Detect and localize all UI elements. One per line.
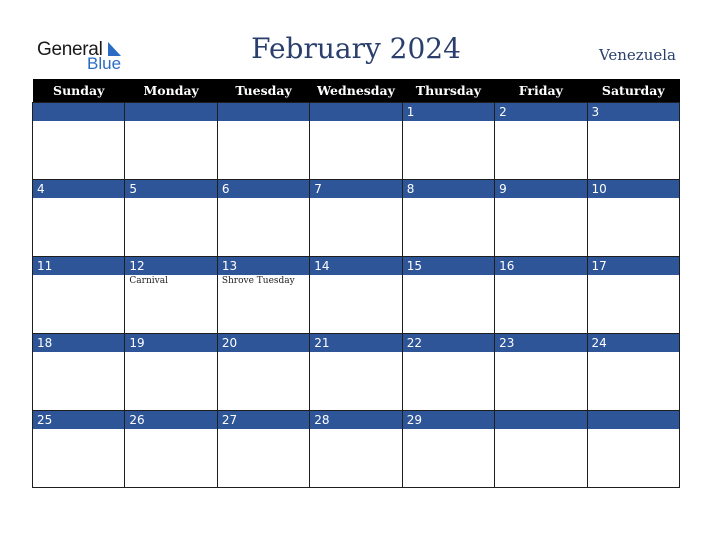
day-number: 1: [403, 103, 494, 121]
day-cell[interactable]: [495, 180, 587, 257]
day-number: 27: [218, 411, 309, 429]
day-number: 9: [495, 180, 586, 198]
day-number: 26: [125, 411, 216, 429]
day-number: 6: [218, 180, 309, 198]
day-cell[interactable]: [495, 334, 587, 411]
day-number: 10: [588, 180, 679, 198]
day-cell[interactable]: [310, 103, 402, 180]
country-label: Venezuela: [598, 46, 676, 64]
logo-word-general: General: [37, 39, 103, 60]
day-number: 2: [495, 103, 586, 121]
day-number: [588, 411, 679, 429]
day-cell[interactable]: [587, 257, 679, 334]
day-number: 25: [33, 411, 124, 429]
day-cell[interactable]: [33, 334, 125, 411]
day-number: 18: [33, 334, 124, 352]
week-row: [33, 257, 680, 334]
day-number: 24: [588, 334, 679, 352]
week-row: [33, 103, 680, 180]
day-number: 23: [495, 334, 586, 352]
day-number: 15: [403, 257, 494, 275]
day-cell[interactable]: [217, 103, 309, 180]
day-cell[interactable]: [125, 257, 217, 334]
day-cell[interactable]: [33, 411, 125, 488]
day-number: [218, 103, 309, 121]
day-cell[interactable]: [217, 411, 309, 488]
day-cell[interactable]: [402, 180, 494, 257]
day-cell[interactable]: [310, 411, 402, 488]
weekday-header-row: [33, 79, 680, 103]
day-number: 28: [310, 411, 401, 429]
day-cell[interactable]: [495, 103, 587, 180]
day-cell[interactable]: [310, 257, 402, 334]
day-cell[interactable]: [310, 180, 402, 257]
day-number: 20: [218, 334, 309, 352]
week-row: [33, 180, 680, 257]
day-cell[interactable]: [33, 257, 125, 334]
day-number: [125, 103, 216, 121]
weekday-header-sunday: Sunday: [33, 79, 125, 103]
day-cell[interactable]: [495, 257, 587, 334]
day-number: 17: [588, 257, 679, 275]
day-number: 21: [310, 334, 401, 352]
holiday-label: Shrove Tuesday: [221, 276, 295, 286]
day-cell[interactable]: [217, 257, 309, 334]
day-number: 29: [403, 411, 494, 429]
calendar-grid: [32, 79, 680, 488]
day-cell[interactable]: [33, 103, 125, 180]
day-cell[interactable]: [587, 103, 679, 180]
weekday-header-friday: Friday: [495, 79, 587, 103]
day-number: 22: [403, 334, 494, 352]
weekday-header-tuesday: Tuesday: [217, 79, 309, 103]
weekday-header-saturday: Saturday: [587, 79, 679, 103]
day-number: 7: [310, 180, 401, 198]
week-row: [33, 411, 680, 488]
day-number: [495, 411, 586, 429]
calendar-body: [33, 103, 680, 488]
day-number: 16: [495, 257, 586, 275]
day-number: 4: [33, 180, 124, 198]
weekday-header-monday: Monday: [125, 79, 217, 103]
day-cell[interactable]: [402, 257, 494, 334]
page-title: February 2024: [251, 32, 461, 65]
day-number: 3: [588, 103, 679, 121]
weekday-header-wednesday: Wednesday: [310, 79, 402, 103]
day-cell[interactable]: [125, 103, 217, 180]
day-cell[interactable]: [587, 180, 679, 257]
day-cell[interactable]: [495, 411, 587, 488]
day-number: [33, 103, 124, 121]
day-number: 14: [310, 257, 401, 275]
day-number: 19: [125, 334, 216, 352]
day-cell[interactable]: [125, 411, 217, 488]
day-number: 12: [125, 257, 216, 275]
day-cell[interactable]: [125, 334, 217, 411]
day-cell[interactable]: [310, 334, 402, 411]
weekday-header-thursday: Thursday: [402, 79, 494, 103]
day-number: 8: [403, 180, 494, 198]
day-cell[interactable]: [587, 334, 679, 411]
day-number: [310, 103, 401, 121]
day-cell[interactable]: [125, 180, 217, 257]
day-cell[interactable]: [402, 411, 494, 488]
week-row: [33, 334, 680, 411]
day-number: 13: [218, 257, 309, 275]
day-cell[interactable]: [217, 334, 309, 411]
day-number: 11: [33, 257, 124, 275]
logo-word-blue: Blue: [87, 54, 122, 73]
day-cell[interactable]: [217, 180, 309, 257]
day-cell[interactable]: [402, 103, 494, 180]
day-cell[interactable]: [33, 180, 125, 257]
holiday-label: Carnival: [129, 276, 168, 286]
day-cell[interactable]: [587, 411, 679, 488]
day-cell[interactable]: [402, 334, 494, 411]
day-number: 5: [125, 180, 216, 198]
